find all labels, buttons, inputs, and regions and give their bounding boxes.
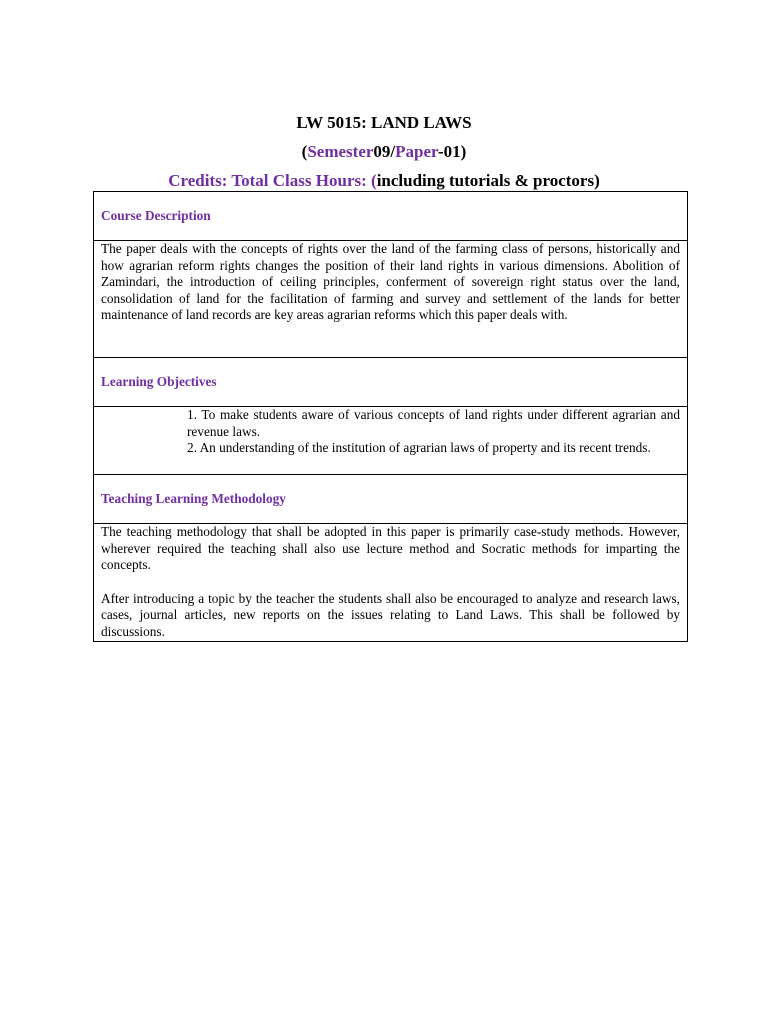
open-paren: (	[301, 142, 308, 161]
course-description-cell	[94, 241, 688, 358]
semester-value: 09	[373, 142, 391, 161]
course-description-body: The paper deals with the concepts of rights over the land of the farming class of persons, historically and how agrarian reform rights changes the position of their land rights in various dimensions. Abolition of Zamindari, the introduction of ceiling principles, conferment of sovereign right status over the land, consolidation of land for the facilitation of farming and survey and settlement of the lands for better maintenance of land records are key areas agrarian reforms which this paper deals with.	[101, 241, 680, 323]
methodology-paragraph: After introducing a topic by the teacher the students shall also be encouraged to analyze and research laws, cases, journal articles, new reports on the issues relating to Land Laws. This shall be followed by discussions.	[101, 590, 680, 639]
credits-detail: including tutorials & proctors)	[376, 171, 600, 190]
methodology-paragraph: The teaching methodology that shall be adopted in this paper is primarily case-study methods. However, wherever required the teaching shall also use lecture method and Socratic methods for imparting the concepts.	[101, 524, 680, 573]
course-title: LW 5015: LAND LAWS	[296, 113, 472, 132]
course-table	[93, 191, 688, 642]
slash: /	[390, 142, 396, 161]
learning-objectives-cell	[94, 407, 688, 475]
paper-label: Paper	[395, 142, 438, 161]
semester-label: Semester	[307, 142, 374, 161]
objective-item: 2. An understanding of the institution of agrarian laws of property and its recent trends.	[187, 440, 651, 456]
learning-objectives-heading: Learning Objectives	[94, 358, 688, 407]
paper-value: -01	[437, 142, 461, 161]
teaching-methodology-cell	[94, 524, 688, 642]
credits-label: Credits: Total Class Hours: (	[168, 171, 377, 190]
credits-line	[0, 171, 768, 191]
paragraph-gap	[101, 574, 680, 591]
objective-item: 1. To make students aware of various concepts of land rights under different agrarian and revenue laws.	[187, 407, 680, 439]
close-paren: )	[460, 142, 467, 161]
semester-paper-line	[0, 142, 768, 162]
course-description-heading: Course Description	[94, 192, 688, 241]
teaching-methodology-heading: Teaching Learning Methodology	[94, 475, 688, 524]
